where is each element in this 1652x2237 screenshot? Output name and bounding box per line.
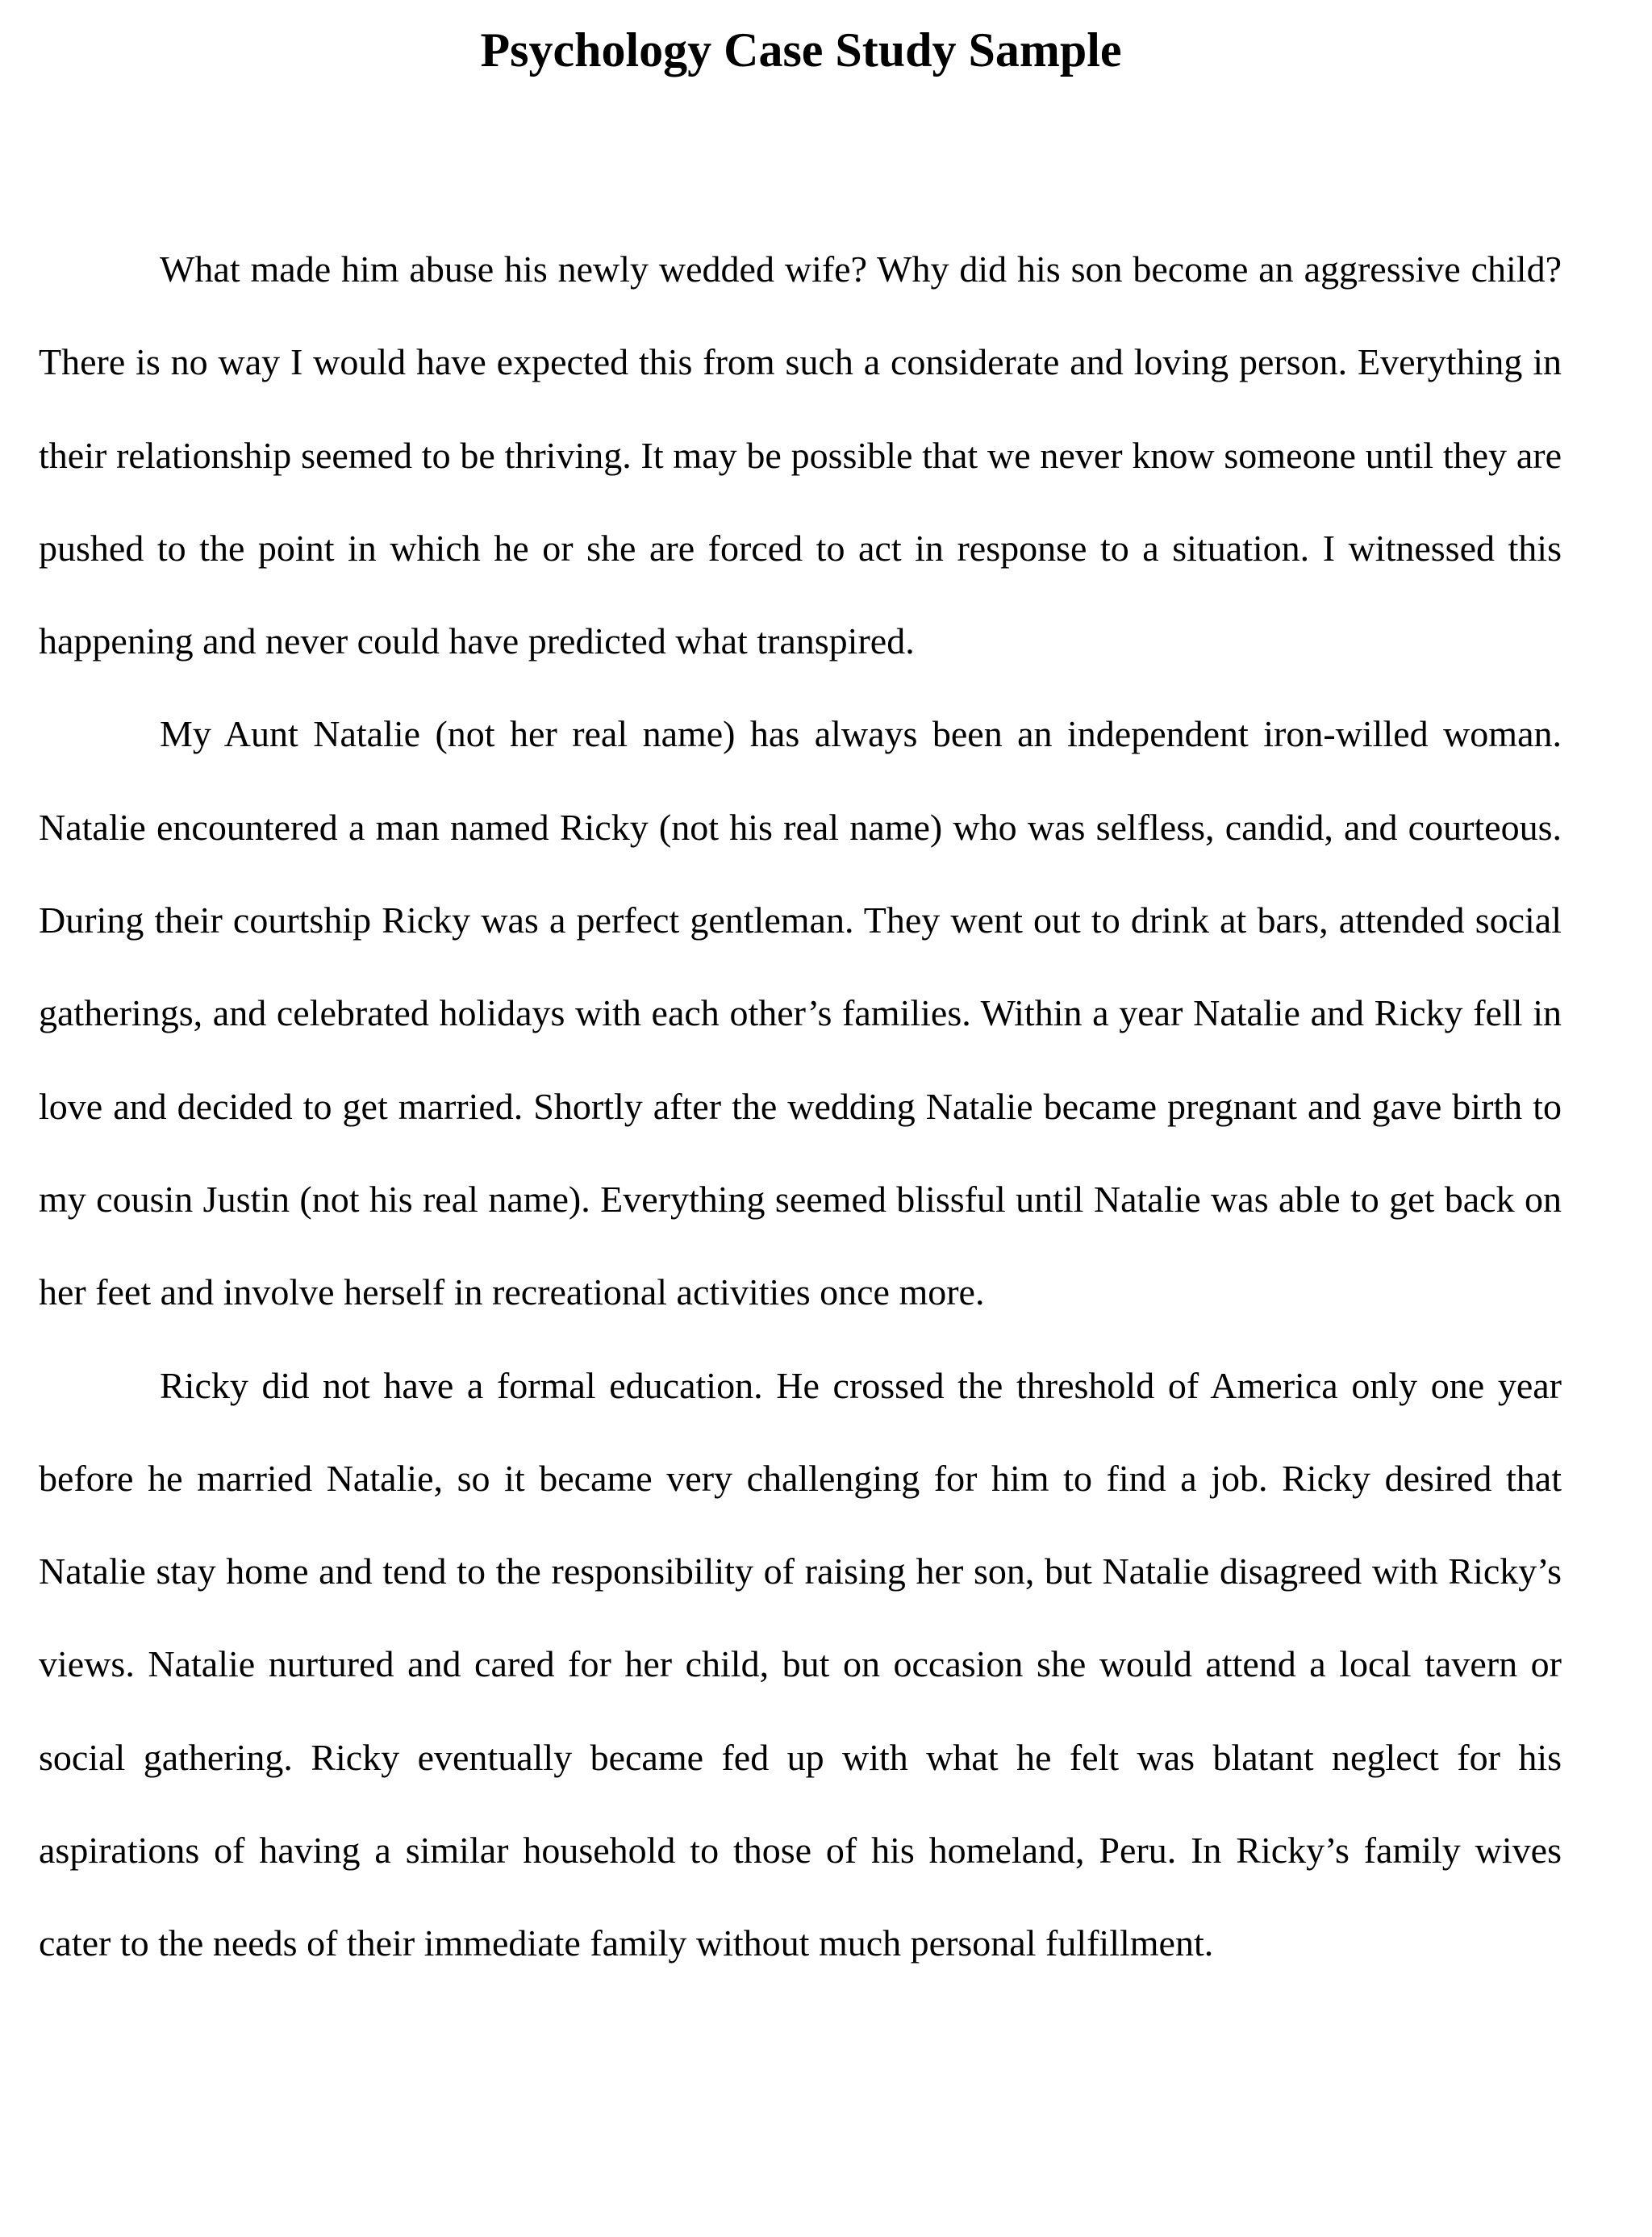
page-title: Psychology Case Study Sample <box>480 23 1122 77</box>
paragraph-2: My Aunt Natalie (not her real name) has always been an independent iron-willed woman. Natalie encountered a man named Ricky (not his real name) who was selfless, candid, and courteous. During their courtship Ricky was a perfect gentleman. They went out to drink at bars, attended social gatherings, and celebrated holidays with each other’s families. Within a year Natalie and Ricky fell in love and decided to get married. Shortly after the wedding Natalie became pregnant and gave birth to my cousin Justin (not his real name). Everything seemed blissful until Natalie was able to get back on her feet and involve herself in recreational activities once more. <box>39 713 1562 1313</box>
paragraph-3: Ricky did not have a formal education. He crossed the threshold of America only one year before he married Natalie, so it became very challenging for him to find a job. Ricky desired that Natalie stay home and tend to the responsibility of raising her son, but Natalie disagreed with Ricky’s views. Natalie nurtured and cared for her child, but on occasion she would attend a local tavern or social gathering. Ricky eventually became fed up with what he felt was blatant neglect for his aspirations of having a similar household to those of his homeland, Peru. In Ricky’s family wives cater to the needs of their immediate family without much personal fulfillment. <box>39 1364 1562 1964</box>
document-body <box>39 223 1562 1990</box>
paragraph-1: What made him abuse his newly wedded wife? Why did his son become an aggressive child? There is no way I would have expected this from such a considerate and loving person. Everything in their relationship seemed to be thriving. It may be possible that we never know someone until they are pushed to the point in which he or she are forced to act in response to a situation. I witnessed this happening and never could have predicted what transpired. <box>39 248 1562 662</box>
